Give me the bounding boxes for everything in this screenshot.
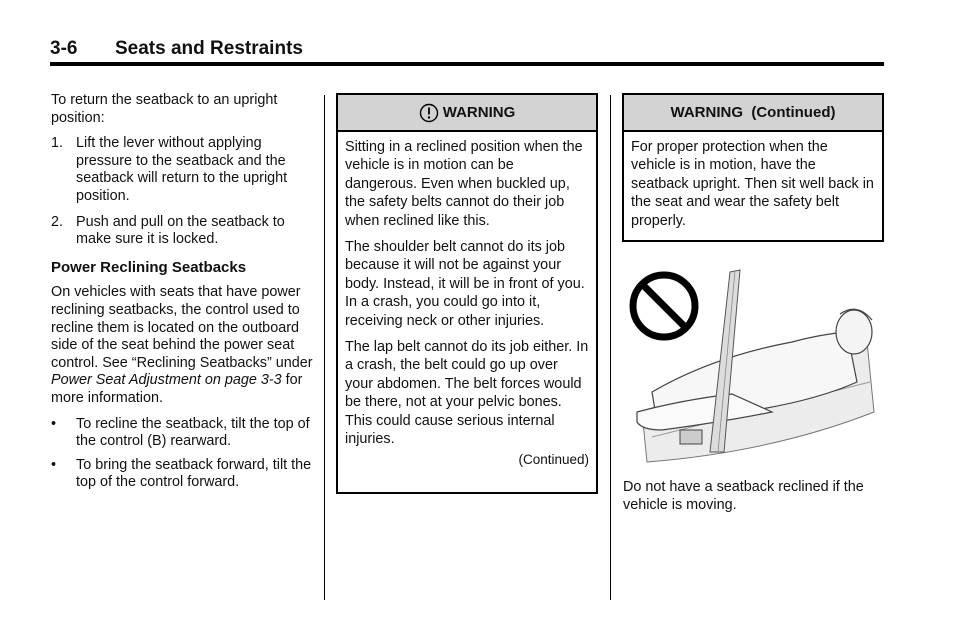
subheading: Power Reclining Seatbacks <box>51 258 247 276</box>
warning-paragraph: The lap belt cannot do its job either. In a crash, the belt could go up over your abdomen. The belt forces would be there, not at your pelvic bones. This could cause serious internal injuries. <box>345 339 589 448</box>
reclined-seat-illustration <box>622 262 884 468</box>
list-text: To recline the seatback, tilt the top of the control (B) rearward. <box>76 415 310 450</box>
list-item <box>51 416 315 451</box>
left-column <box>51 92 315 492</box>
intro-text: To return the seatback to an upright position: <box>51 92 278 126</box>
warning-box <box>336 93 598 494</box>
list-item <box>51 214 315 249</box>
list-marker: 2. <box>51 213 64 230</box>
warning-icon <box>419 103 439 123</box>
list-item <box>51 457 315 492</box>
prohibition-icon <box>633 275 695 337</box>
paragraph-text: for more information. <box>51 372 303 406</box>
bullet-marker: • <box>51 415 57 432</box>
list-text: Push and pull on the seatback to make sure it is locked. <box>76 213 285 248</box>
warning-paragraph: For proper protection when the vehicle is in motion, have the seatback upright. Then sit well back in the seat and wear the safety belt properly. <box>631 139 874 229</box>
body-paragraph <box>51 284 315 407</box>
list-marker: 1. <box>51 135 64 152</box>
warning-continued-box <box>622 93 884 242</box>
warning-paragraph: Sitting in a reclined position when the vehicle is in motion can be dangerous. Even when buckled up, the safety belts cannot do their job when reclined like this. <box>345 139 583 229</box>
warning-paragraph: The shoulder belt cannot do its job because it will not be against your body. Instead, it will be in front of you. In a crash, you could go into it, receiving neck or other injuries. <box>345 239 585 329</box>
continued-label: (Continued) <box>518 451 589 467</box>
warning-title: WARNING (Continued) <box>670 104 836 121</box>
bullet-marker: • <box>51 456 57 473</box>
list-text: Lift the lever without applying pressure to the seatback and the seatback will return to the upright position. <box>76 135 288 204</box>
section-title: Seats and Restraints <box>115 38 303 59</box>
warning-body <box>624 132 882 230</box>
warning-title: WARNING <box>442 104 516 121</box>
cross-reference-link[interactable]: Power Seat Adjustment on page 3-3 <box>51 372 282 389</box>
caption-column <box>623 479 885 514</box>
list-item <box>51 135 315 205</box>
list-text: To bring the seatback forward, tilt the top of the control forward. <box>76 456 312 491</box>
warning-header <box>338 95 596 132</box>
illustration-caption: Do not have a seatback reclined if the vehicle is moving. <box>623 479 864 513</box>
section-number: 3-6 <box>50 38 78 59</box>
column-divider <box>324 95 325 600</box>
header-rule <box>50 62 884 66</box>
paragraph-text: On vehicles with seats that have power reclining seatbacks, the control used to recline them is located on the outboard side of the seat behind the power seat control. See “Reclining Seatbacks” under <box>51 284 313 371</box>
warning-header <box>624 95 882 132</box>
warning-body <box>338 132 596 469</box>
column-divider <box>610 95 611 600</box>
